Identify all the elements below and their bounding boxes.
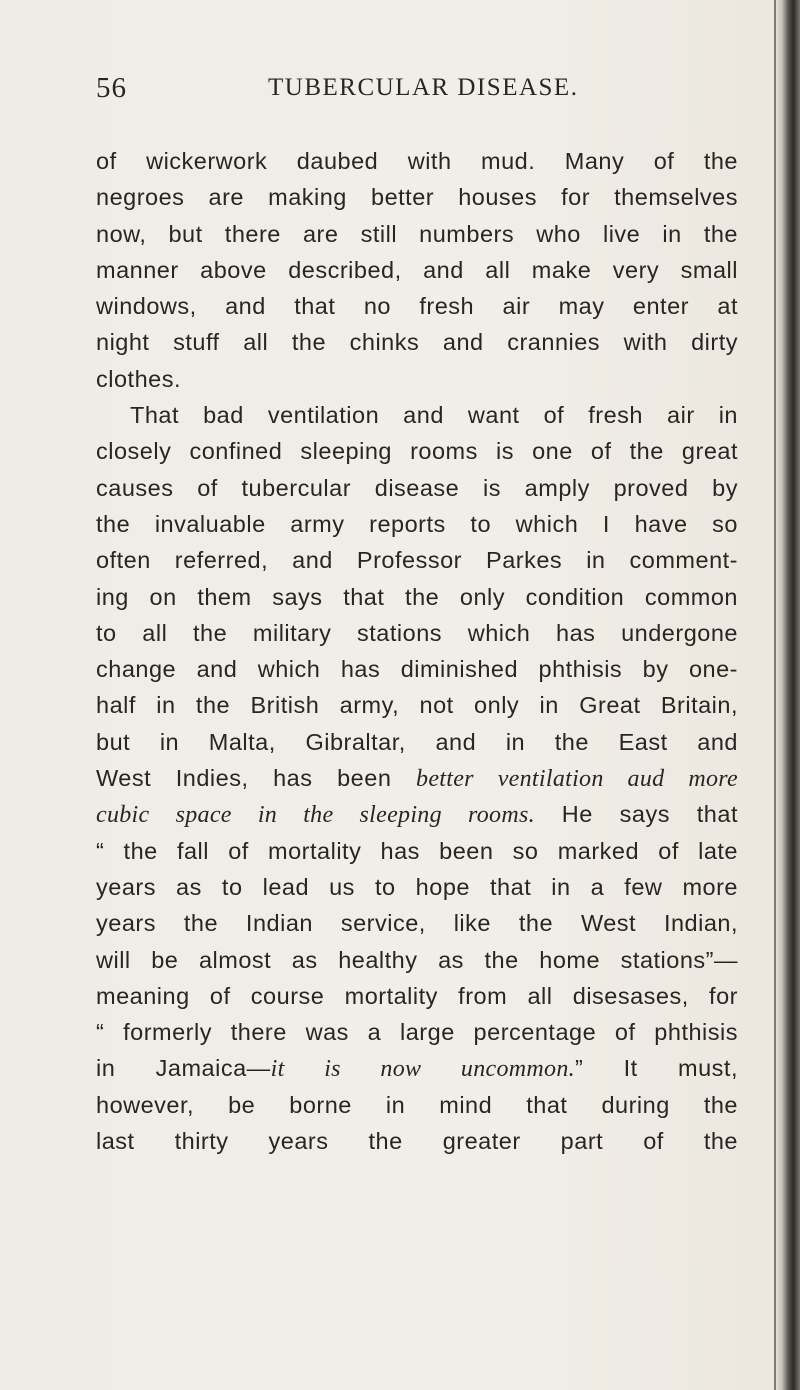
page-edge-shadow (774, 0, 800, 1390)
line-text: He says that (534, 801, 738, 828)
text-line: closely confined sleeping rooms is one of the great (96, 438, 738, 465)
text-line: often referred, and Professor Parkes in comment- (96, 547, 738, 574)
text-line-mixed (96, 760, 738, 796)
italic-phrase: better ventilation aud more (416, 766, 738, 793)
text-line: last thirty years the greater part of the (96, 1128, 738, 1155)
line-text: ” It must, (574, 1055, 738, 1082)
page-number: 56 (96, 72, 127, 104)
text-line: clothes. (96, 365, 181, 392)
text-line: ing on them says that the only condition common (96, 583, 738, 610)
italic-phrase: cubic space in the sleeping rooms. (96, 802, 535, 829)
line-text: West Indies, has been (96, 765, 417, 792)
text-line: “ the fall of mortality has been so marked of late (96, 837, 738, 864)
text-line: however, be borne in mind that during the (96, 1091, 738, 1118)
paragraph-first-line: That bad ventilation and want of fresh air in (130, 402, 738, 429)
text-line: the invaluable army reports to which I have so (96, 510, 738, 537)
text-line-mixed (96, 796, 738, 832)
body-text (96, 143, 738, 1159)
text-line: will be almost as healthy as the home stations”— (96, 946, 738, 973)
text-line: night stuff all the chinks and crannies with dirty (96, 329, 738, 356)
text-line: windows, and that no fresh air may enter at (96, 293, 738, 320)
text-line: meaning of course mortality from all disesases, for (96, 982, 738, 1009)
text-line: to all the military stations which has undergone (96, 619, 738, 646)
text-line: but in Malta, Gibraltar, and in the East and (96, 728, 738, 755)
text-line: manner above described, and all make very small (96, 256, 738, 283)
text-line: now, but there are still numbers who live in the (96, 220, 738, 247)
text-line: negroes are making better houses for themselves (96, 184, 738, 211)
text-line: of wickerwork daubed with mud. Many of the (96, 148, 738, 174)
running-title: TUBERCULAR DISEASE. (268, 74, 579, 101)
text-line: causes of tubercular disease is amply proved by (96, 474, 738, 501)
text-line-mixed (96, 1050, 738, 1086)
text-line: “ formerly there was a large percentage of phthisis (96, 1019, 738, 1046)
page-gutter-line (774, 0, 776, 1390)
line-text: in Jamaica— (96, 1055, 271, 1082)
text-line: change and which has diminished phthisis by one- (96, 656, 738, 683)
text-line: years the Indian service, like the West Indian, (96, 910, 738, 937)
text-line: years as to lead us to hope that in a few more (96, 873, 738, 900)
text-line: half in the British army, not only in Great Britain, (96, 692, 738, 719)
page-header (96, 72, 756, 112)
italic-phrase: it is now uncommon. (270, 1056, 575, 1083)
